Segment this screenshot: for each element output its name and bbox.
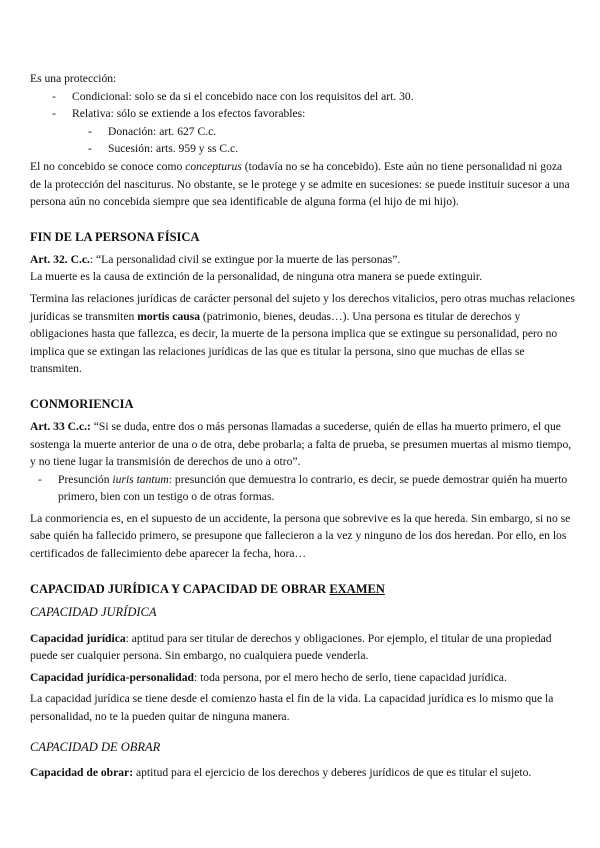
intro-line: Es una protección: (30, 72, 117, 85)
subheading-capacidad-obrar: CAPACIDAD DE OBRAR (30, 739, 161, 754)
list-item: - Donación: art. 627 C.c. (88, 124, 217, 138)
death-cause-line: La muerte es la causa de extinción de la personalidad, de ninguna otra manera se puede extinguir. (30, 270, 482, 284)
list-item: - Presunción iuris tantum: presunción que demuestra lo contrario, es decir, se puede demostrar quién ha muerto primero, bien con un testigo o de otras formas. (38, 472, 568, 504)
section-heading-capacidad: CAPACIDAD JURÍDICA Y CAPACIDAD DE OBRAR EXAMEN (30, 581, 385, 596)
list-item: - Condicional: solo se da si el concebido nace con los requisitos del art. 30. (52, 89, 414, 103)
art32-quote: Art. 32. C.c.: “La personalidad civil se extingue por la muerte de las personas”. (30, 252, 401, 266)
capacidad-duration-paragraph: La capacidad jurídica se tiene desde el comienzo hasta el fin de la vida. La capacidad jurídica es lo mismo que la personalidad, no te la pueden quitar de ninguna manera. (30, 692, 554, 724)
exam-tag: EXAMEN (329, 581, 385, 596)
presumption-list (30, 471, 575, 506)
conmoriencia-paragraph: La conmoriencia es, en el supuesto de un accidente, la persona que sobrevive es la que hereda. Sin embargo, si no se sabe quién ha fallecido primero, se presupone que fallecieron a la vez y ninguno de los dos heredan. Por ello, en los certificados de fallecimiento debe aparecer la fecha, hora… (30, 511, 571, 561)
protection-list (30, 88, 575, 123)
list-item: - Sucesión: arts. 959 y ss C.c. (88, 142, 239, 156)
list-item: - Relativa: sólo se extiende a los efectos favorables: (52, 107, 306, 121)
section-heading-fin: FIN DE LA PERSONA FÍSICA (30, 229, 200, 244)
subheading-capacidad-juridica: CAPACIDAD JURÍDICA (30, 604, 157, 619)
capacidad-obrar-definition: Capacidad de obrar: aptitud para el ejercicio de los derechos y deberes jurídicos de que es titular el sujeto. (30, 765, 532, 779)
art33-quote: Art. 33 C.c.: “Si se duda, entre dos o más personas llamadas a sucederse, quién de ellas ha muerto primero, el que sostenga la muerte anterior de una o de otra, debe probarla; a falta de prueba, se presumen muertas al mismo tiempo, y no tiene lugar la transmisión de derechos de uno a otro”. (30, 419, 572, 469)
concepturus-paragraph: El no concebido se conoce como concepturus (todavía no se ha concebido). Este aún no tiene personalidad ni goza de la protección del nasciturus. No obstante, se le protege y se admite en sucesiones: se puede instituir sucesor a una persona aún no concebida siempre que sea identificable de alguna forma (el hijo de mi hijo). (30, 159, 570, 209)
section-heading-conmoriencia: CONMORIENCIA (30, 396, 134, 411)
capacidad-personalidad-definition: Capacidad jurídica-personalidad: toda persona, por el mero hecho de serlo, tiene capacidad jurídica. (30, 670, 507, 684)
favorable-effects-list (30, 123, 575, 158)
mortis-causa-paragraph: Termina las relaciones jurídicas de carácter personal del sujeto y los derechos vitalicios, pero otras muchas relaciones jurídicas se transmiten mortis causa (patrimonio, bienes, deudas…). Una persona es titular de derechos y obligaciones hasta que fallezca, es decir, la muerte de la persona implica que se extingue su personalidad, pero no implica que se extingan las relaciones jurídicas de las que es titular la persona, sino que muchas de ellas se transmiten. (30, 291, 575, 376)
capacidad-juridica-definition: Capacidad jurídica: aptitud para ser titular de derechos y obligaciones. Por ejemplo, el titular de una propiedad puede ser cualquier persona. Sin embargo, no cualquiera puede venderla. (30, 631, 552, 663)
document-content (30, 70, 575, 781)
